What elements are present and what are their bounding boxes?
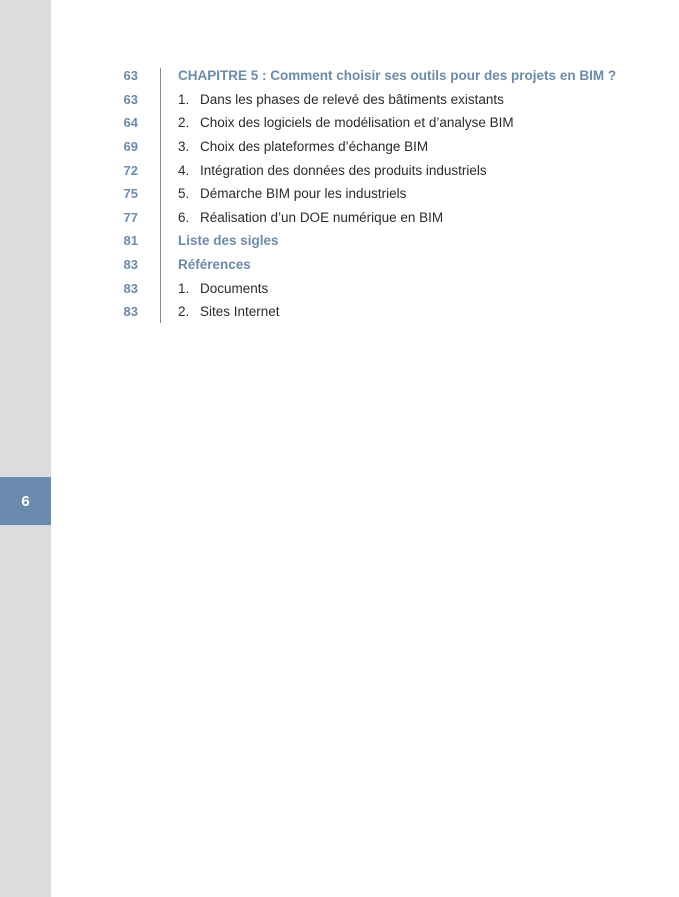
toc-page-number: 69 [123,139,138,155]
toc-page-number: 72 [123,162,138,178]
toc-entry[interactable] [178,304,280,319]
toc-row-item[interactable] [110,135,650,159]
toc-entry-title: Démarche BIM pour les industriels [200,186,407,202]
toc-entry[interactable] [178,92,504,107]
toc-entry-number: 3. [178,139,190,155]
toc-row-references[interactable] [110,253,650,277]
toc-entry[interactable] [178,186,406,201]
toc-entry-number: 6. [178,209,190,225]
toc-row-item[interactable] [110,276,650,300]
toc-row-item[interactable] [110,182,650,206]
toc-row-item[interactable] [110,88,650,112]
side-band [0,0,51,897]
toc-entry-title: Documents [200,280,269,296]
toc-entry[interactable] [178,115,514,130]
toc-entry-number: 1. [178,280,190,296]
toc-entry-title: Sites Internet [200,304,280,320]
toc-entry-number: 1. [178,91,190,107]
toc-entry[interactable] [178,139,428,154]
toc-entry-number: 2. [178,115,190,131]
page-number: 6 [21,492,30,510]
toc-page-number: 83 [123,304,138,320]
toc-entry[interactable] [178,281,268,296]
toc-entry[interactable] [178,163,487,178]
toc-entry-number: 2. [178,304,190,320]
toc-entry-number: 5. [178,186,190,202]
toc-entry-title: Choix des logiciels de modélisation et d’analyse BIM [200,115,514,131]
toc-row-item[interactable] [110,111,650,135]
toc-entry-title: Réalisation d’un DOE numérique en BIM [200,209,444,225]
toc-heading[interactable]: Liste des sigles [178,233,279,249]
toc-row-item[interactable] [110,206,650,230]
toc-entry-title: Choix des plateformes d’échange BIM [200,139,429,155]
toc-row-item[interactable] [110,158,650,182]
toc-page-number: 81 [123,233,138,249]
toc-row-chapter-5[interactable] [110,64,650,88]
toc-heading[interactable]: Références [178,257,251,273]
toc-entry-title: Dans les phases de relevé des bâtiments existants [200,91,504,107]
toc-heading[interactable]: CHAPITRE 5 : Comment choisir ses outils pour des projets en BIM ? [178,68,617,84]
toc-page-number: 63 [123,91,138,107]
toc-page-number: 75 [123,186,138,202]
toc-page-number: 63 [123,68,138,84]
page-number-tab [0,477,51,525]
table-of-contents [110,64,650,324]
toc-page-number: 83 [123,257,138,273]
toc-entry-title: Intégration des données des produits industriels [200,162,487,178]
toc-page-number: 64 [123,115,138,131]
toc-page-number: 77 [123,209,138,225]
toc-entry-number: 4. [178,162,190,178]
toc-row-item[interactable] [110,300,650,324]
toc-page-number: 83 [123,280,138,296]
toc-entry[interactable] [178,210,443,225]
toc-row-liste-des-sigles[interactable] [110,229,650,253]
